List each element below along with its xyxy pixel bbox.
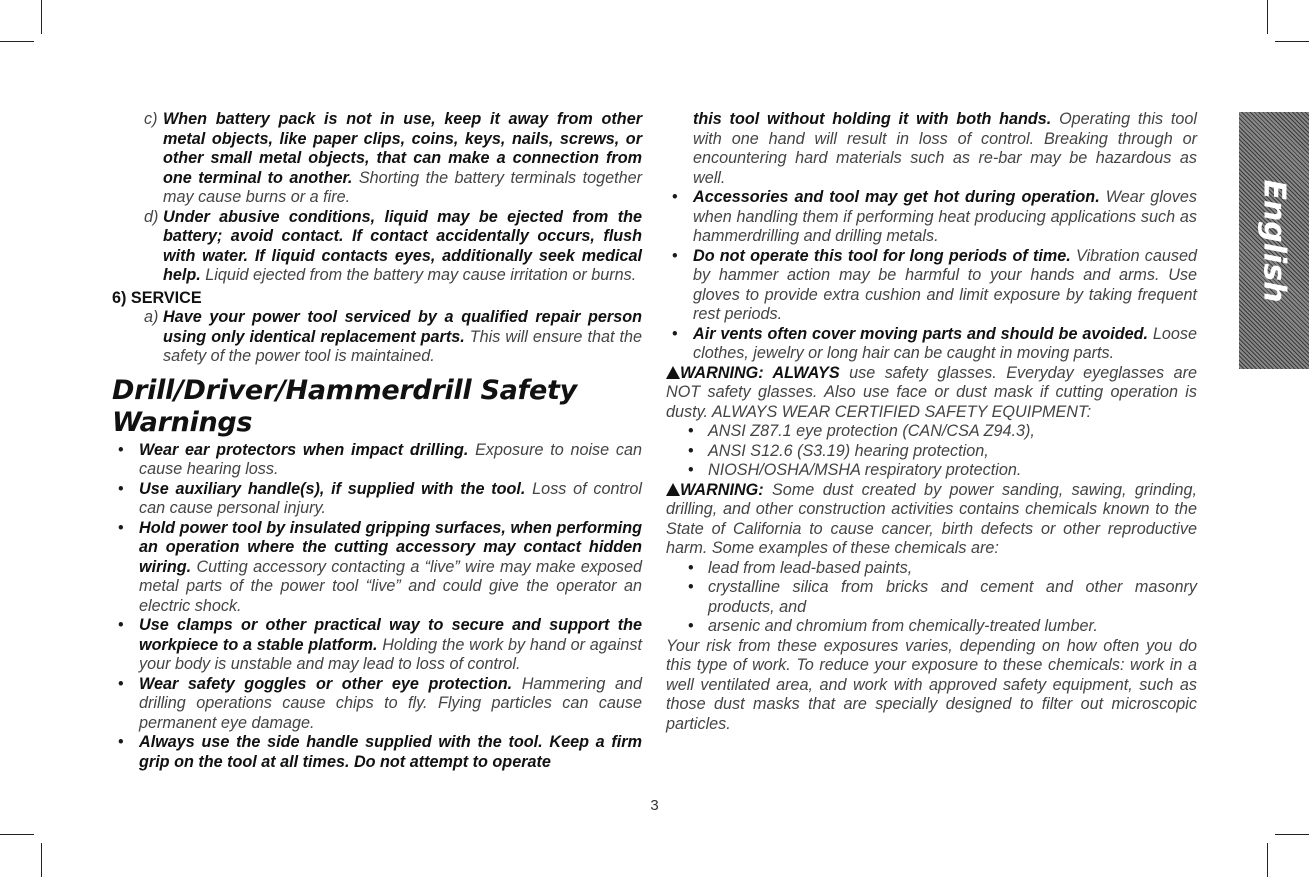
bullet-item: • lead from lead-based paints, — [688, 558, 913, 577]
bullet-icon: • — [672, 188, 678, 206]
bullet-icon: • — [688, 578, 694, 596]
warning-text: Some dust created by power sanding, sawing, grinding, drilling, and other construction activities contains chemicals known to the State of California to cause cancer, birth defects or other reproductive harm. Some examples of these chemicals are: — [666, 480, 1197, 557]
item-text: Operating this tool with one hand will result in loss of control. Breaking through or encountering hard materials such as re-bar may be hazardous as well. — [693, 110, 1197, 187]
bullet-item: • Use auxiliary handle(s), if supplied with the tool. Loss of control can cause personal injury. — [118, 479, 642, 517]
bullet-icon: • — [118, 674, 124, 693]
item-text: Shorting the battery terminals together may cause burns or a fire. — [163, 168, 643, 206]
warning-label: WARNING: ALWAYS — [680, 363, 840, 382]
bullet-item: • arsenic and chromium from chemically-treated lumber. — [688, 617, 1098, 635]
item-bold-text: this tool without holding it with both hands. — [693, 110, 1052, 128]
warning-paragraph — [666, 364, 1197, 423]
language-tab-label: English — [1256, 178, 1292, 303]
bullet-icon: • — [688, 617, 694, 635]
bullet-icon: • — [688, 461, 694, 479]
bullet-icon: • — [672, 246, 678, 265]
bullet-item: • Do not operate this tool for long periods of time. Vibration caused by hammer action may be harmful to your hands and arms. Use gloves to provide extra cushion and limit exposure by taking frequent rest periods. — [672, 246, 1198, 323]
service-heading: 6) SERVICE — [112, 288, 202, 307]
battery-item-c — [112, 110, 642, 208]
right-column — [666, 110, 1197, 734]
crop-mark — [1267, 843, 1268, 877]
service-item-a — [112, 308, 642, 367]
bullet-icon: • — [688, 558, 694, 577]
bullet-icon: • — [118, 518, 124, 537]
language-tab — [1239, 112, 1309, 369]
bullet-icon: • — [118, 440, 124, 459]
item-label: c) — [144, 110, 158, 128]
bullet-item: • ANSI S12.6 (S3.19) hearing protection, — [688, 441, 989, 460]
item-text: Liquid ejected from the battery may cause irritation or burns. — [200, 266, 637, 284]
crop-mark — [0, 834, 34, 835]
bullet-icon: • — [118, 733, 124, 751]
bullet-item: • Hold power tool by insulated gripping surfaces, when performing an operation where the cutting accessory may contact hidden wiring. Cutting accessory contacting a “live” wire may make exposed metal parts of the power tool “live” and could give the operator an electric shock. — [118, 518, 642, 615]
item-bold-text: Under abusive conditions, liquid may be ejected from the battery; avoid contact. If contact accidentally occurs, flush with water. If liquid contacts eyes, additionally seek medical help. — [163, 207, 642, 284]
section-title: Drill/Driver/Hammerdrill Safety Warnings — [112, 374, 577, 438]
page-number: 3 — [650, 797, 659, 814]
crop-mark — [41, 843, 42, 877]
item-label: d) — [144, 207, 159, 226]
item-bold-text: Have your power tool serviced by a qualified repair person using only identical replacement parts. — [163, 308, 642, 346]
crop-mark — [1275, 41, 1309, 42]
bullet-item: • Wear ear protectors when impact drilling. Exposure to noise can cause hearing loss. — [118, 440, 642, 478]
crop-mark — [41, 0, 42, 34]
bullet-icon: • — [118, 479, 124, 498]
bullet-item: • Accessories and tool may get hot during operation. Wear gloves when handling them if performing heat producing applications such as hammerdrilling and drilling metals. — [672, 188, 1197, 245]
bullet-item: • ANSI Z87.1 eye protection (CAN/CSA Z94.3), — [688, 422, 1035, 440]
bullet-item: • Air vents often cover moving parts and should be avoided. Loose clothes, jewelry or long hair can be caught in moving parts. — [672, 324, 1197, 362]
bullet-item: • Always use the side handle supplied with the tool. Keep a firm grip on the tool at all times. Do not attempt to operate — [118, 733, 642, 771]
left-column — [112, 110, 642, 772]
bullet-icon: • — [118, 616, 124, 634]
bullet-icon: • — [688, 422, 694, 440]
warning-text: use safety glasses. Everyday eyeglasses are NOT safety glasses. Also use face or dust mask if cutting operation is dusty. ALWAYS WEAR CERTIFIED SAFETY EQUIPMENT: — [666, 363, 1198, 421]
bullet-icon: • — [688, 441, 694, 460]
warning-paragraph — [666, 481, 1197, 559]
warning-triangle-icon — [666, 483, 680, 496]
warning-label: WARNING: — [680, 480, 764, 499]
continuation-paragraph — [666, 110, 1197, 188]
bullet-item: • NIOSH/OSHA/MSHA respiratory protection. — [688, 461, 1022, 479]
bullet-icon: • — [672, 324, 678, 343]
warning-triangle-icon — [666, 366, 680, 379]
crop-mark — [1275, 834, 1309, 835]
bullet-item: • Wear safety goggles or other eye protection. Hammering and drilling operations cause chips to fly. Flying particles can cause permanent eye damage. — [118, 674, 642, 732]
bullet-item: • Use clamps or other practical way to secure and support the workpiece to a stable platform. Holding the work by hand or against your body is unstable and may lead to loss of control. — [118, 616, 642, 673]
bullet-item: • crystalline silica from bricks and cement and other masonry products, and — [688, 578, 1197, 616]
crop-mark — [0, 41, 34, 42]
battery-item-d — [112, 208, 642, 286]
crop-mark — [1267, 0, 1268, 34]
closing-paragraph: Your risk from these exposures varies, depending on how often you do this type of work. To reduce your exposure to these chemicals: work in a well ventilated area, and work with approved safety equipment, such as those dust masks that are specially designed to filter out microscopic particles. — [666, 636, 1197, 733]
item-bold-text: When battery pack is not in use, keep it away from other metal objects, like paper clips, coins, keys, nails, screws, or other small metal objects, that can make a connection from one terminal to another. — [163, 110, 642, 187]
item-text: This will ensure that the safety of the power tool is maintained. — [163, 327, 642, 365]
item-label: a) — [144, 308, 159, 326]
